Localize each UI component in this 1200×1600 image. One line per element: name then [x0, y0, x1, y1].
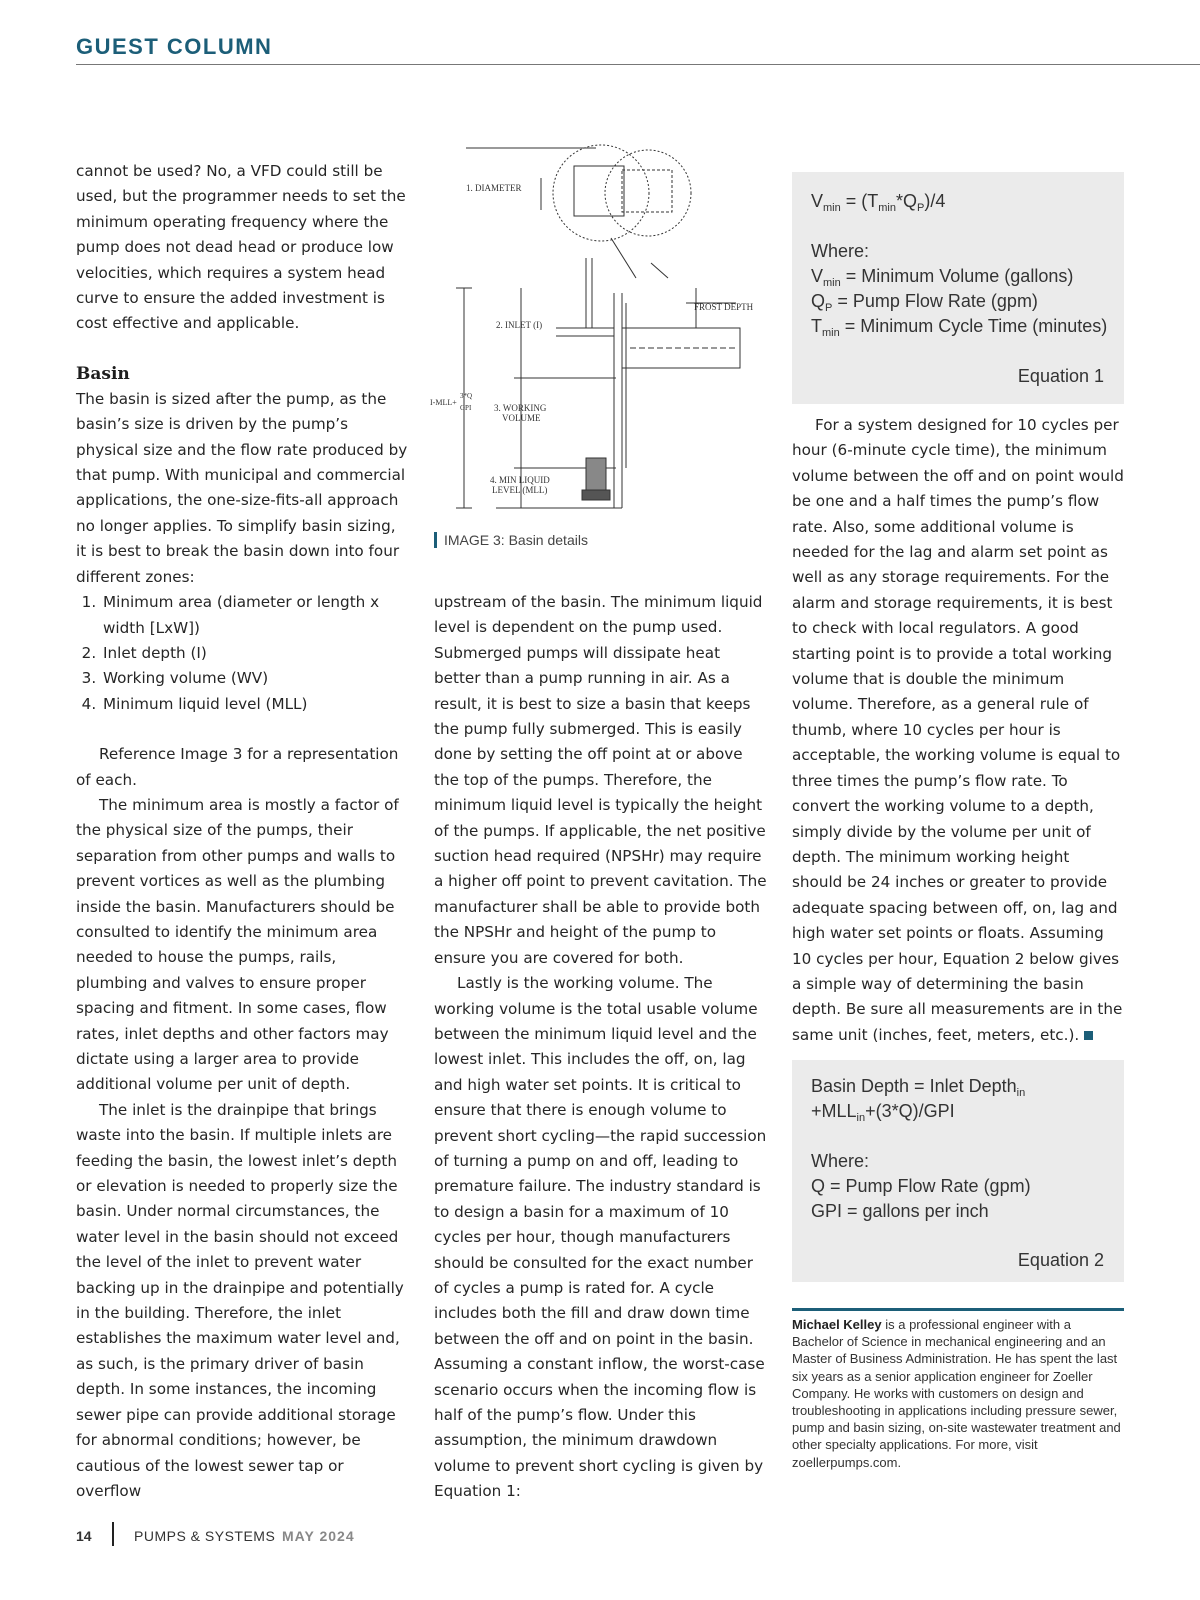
column-3 — [792, 413, 1124, 1048]
equation-1-def: $Q_P$ = Pump Flow Rate (gpm) — [811, 291, 1038, 314]
zone-item: 1. Minimum area (diameter or length x width [LxW]) — [101, 590, 410, 641]
basin-heading: Basin — [76, 363, 130, 384]
basin-diagram — [430, 138, 768, 523]
equation-1-formula: $V_{min} = (T_{min}*Q_P)/4$ — [811, 191, 946, 214]
end-mark-icon — [1084, 1031, 1093, 1040]
equation-1-box — [792, 172, 1124, 404]
col2-paragraph-2: Lastly is the working volume. The working volume is the total usable volume between the minimum liquid level and the lowest inlet. This includes the off, on, lag and high water set points. It is critical to ensure that there is enough volume to prevent short cycling—the rapid succession of turning a pump on and off, leading to premature failure. The industry standard is to design a basin for a maximum of 10 cycles per hour, though manufacturers should be consulted for the exact number of cycles a pump is rated for. A cycle includes both the fill and draw down time between the off and on point in the basin. Assuming a constant inflow, the worst-case scenario occurs when the incoming flow is half of the pump’s flow. Under this assumption, the minimum drawdown volume to prevent short cycling is given by Equation 1: — [434, 974, 767, 1501]
author-name: Michael Kelley — [792, 1317, 882, 1332]
header-rule — [76, 64, 1200, 65]
section-title: GUEST COLUMN — [76, 34, 273, 59]
issue-date: MAY 2024 — [282, 1528, 355, 1544]
column-1 — [76, 159, 410, 1504]
formula-num: 3*Q — [460, 392, 473, 400]
intro-paragraph: cannot be used? No, a VFD could still be used, but the programmer needs to set the minimum operating frequency where the pump does not dead head or produce low velocities, which requires a system head curve to ensure the added investment is cost effective and applicable. — [76, 162, 406, 333]
zone-item: 2. Inlet depth (I) — [101, 641, 410, 666]
frost-depth-label: FROST DEPTH — [694, 302, 754, 312]
min-liquid-label: 4. MIN LIQUID — [490, 475, 550, 485]
inlet-label: 2. INLET (I) — [496, 320, 543, 330]
author-bio — [792, 1316, 1124, 1471]
working-volume-label-2: VOLUME — [502, 413, 541, 423]
equation-2-def: Q = Pump Flow Rate (gpm) — [811, 1176, 1031, 1196]
equation-2-def: GPI = gallons per inch — [811, 1201, 989, 1221]
col2-paragraph-1: upstream of the basin. The minimum liquid level is dependent on the pump used. Submerged pumps will dissipate heat better than a pump running in air. As a result, it is best to size a basin that keeps the pump fully submerged. This is easily done by setting the off point at or above the top of the pumps. Therefore, the minimum liquid level is typically the height of the pumps. If applicable, the net positive suction head required (NPSHr) may require a higher off point to prevent cavitation. The manufacturer shall be able to provide both the NPSHr and height of the pump to ensure you are covered for both. — [434, 593, 767, 967]
basin-paragraph-1: The basin is sized after the pump, as the basin’s size is driven by the pump’s physical size and the flow rate produced by that pump. With municipal and commercial applications, the one-size-fits-all approach no longer applies. To simplify basin sizing, it is best to break the basin down into four different zones: — [76, 389, 408, 586]
bio-rule — [792, 1308, 1124, 1311]
zone-item: 4. Minimum liquid level (MLL) — [101, 692, 410, 717]
zone-item: 3. Working volume (WV) — [101, 666, 410, 691]
equation-2-box — [792, 1060, 1124, 1282]
footer-divider — [112, 1522, 114, 1546]
formula-den: GPI — [460, 404, 472, 412]
formula-left: I-MLL+ — [430, 398, 457, 407]
basin-paragraph-4: The inlet is the drainpipe that brings waste into the basin. If multiple inlets are feeding the basin, the lowest inlet’s depth or elevation is needed to properly size the basin. Under normal circumstances, the water level in the basin should not exceed the level of the inlet to prevent water backing up in the drainpipe and potentially in the building. Therefore, the inlet establishes the maximum water level and, as such, is the primary driver of basin depth. In some instances, the incoming sewer pipe can provide additional storage for abnormal conditions; however, be cautious of the lowest sewer tap or overflow — [76, 1100, 404, 1500]
col3-paragraph: For a system designed for 10 cycles per hour (6-minute cycle time), the minimum volume between the off and on point would be one and a half times the pump’s flow rate. Also, some additional volume is needed for the lag and alarm set point as well as any storage requirements. For the alarm and storage requirements, it is best to check with local regulators. A good starting point is to provide a total working volume that is double the minimum volume. Therefore, as a general rule of thumb, where 10 cycles per hour is acceptable, the working volume is equal to three times the pump’s flow rate. To convert the working volume to a depth, simply divide by the volume per unit of depth. The minimum working height should be 24 inches or greater to provide adequate spacing between off, on, lag and high water set points or floats. Assuming 10 cycles per hour, Equation 2 below gives a simple way of determining the basin depth. Be sure all measurements are in the same unit (inches, feet, meters, etc.). — [792, 416, 1124, 1044]
equation-1-def: $V_{min}$ = Minimum Volume (gallons) — [811, 266, 1074, 289]
figure-caption: IMAGE 3: Basin details — [434, 532, 588, 548]
min-liquid-label-2: LEVEL (MLL) — [492, 485, 548, 495]
author-bio-text: is a professional engineer with a Bachelor of Science in mechanical engineering and an Master of Business Administration. He has spent the last six years as a senior application engineer for Zoeller Company. He works with customers on design and troubleshooting in applications including pressure sewer, pump and basin sizing, on-site wastewater treatment and other specialty applications. For more, visit zoellerpumps.com. — [792, 1317, 1121, 1470]
working-volume-label: 3. WORKING — [494, 403, 547, 413]
equation-1-def: $T_{min}$ = Minimum Cycle Time (minutes) — [811, 316, 1108, 339]
page-number: 14 — [76, 1528, 92, 1544]
column-2 — [434, 590, 769, 1505]
basin-paragraph-3: The minimum area is mostly a factor of the physical size of the pumps, their separation from other pumps and walls to prevent vortices as well as the plumbing inside the basin. Manufacturers should be consulted to identify the minimum area needed to house the pumps, rails, plumbing and valves to ensure proper spacing and fitment. In some cases, flow rates, inlet depths and other factors may dictate using a larger area to provide additional volume per unit of depth. — [76, 795, 399, 1094]
equation-1-label: Equation 1 — [1017, 366, 1104, 386]
zones-list — [76, 590, 410, 717]
diameter-label: 1. DIAMETER — [466, 183, 522, 193]
basin-paragraph-2: Reference Image 3 for a representation of each. — [76, 745, 399, 789]
equation-2-label: Equation 2 — [1017, 1250, 1104, 1270]
equation-2-line-1: Basin Depth = Inlet Depth$_{in}$ — [811, 1076, 1026, 1099]
equation-2-line-2: $+MLL_{in}+(3*Q)$/GPI — [811, 1101, 955, 1124]
equation-2-where: Where: — [811, 1151, 870, 1171]
publication-name: PUMPS & SYSTEMS — [134, 1528, 276, 1544]
equation-1-where: Where: — [811, 241, 870, 261]
basin-diagram-svg — [430, 138, 768, 523]
